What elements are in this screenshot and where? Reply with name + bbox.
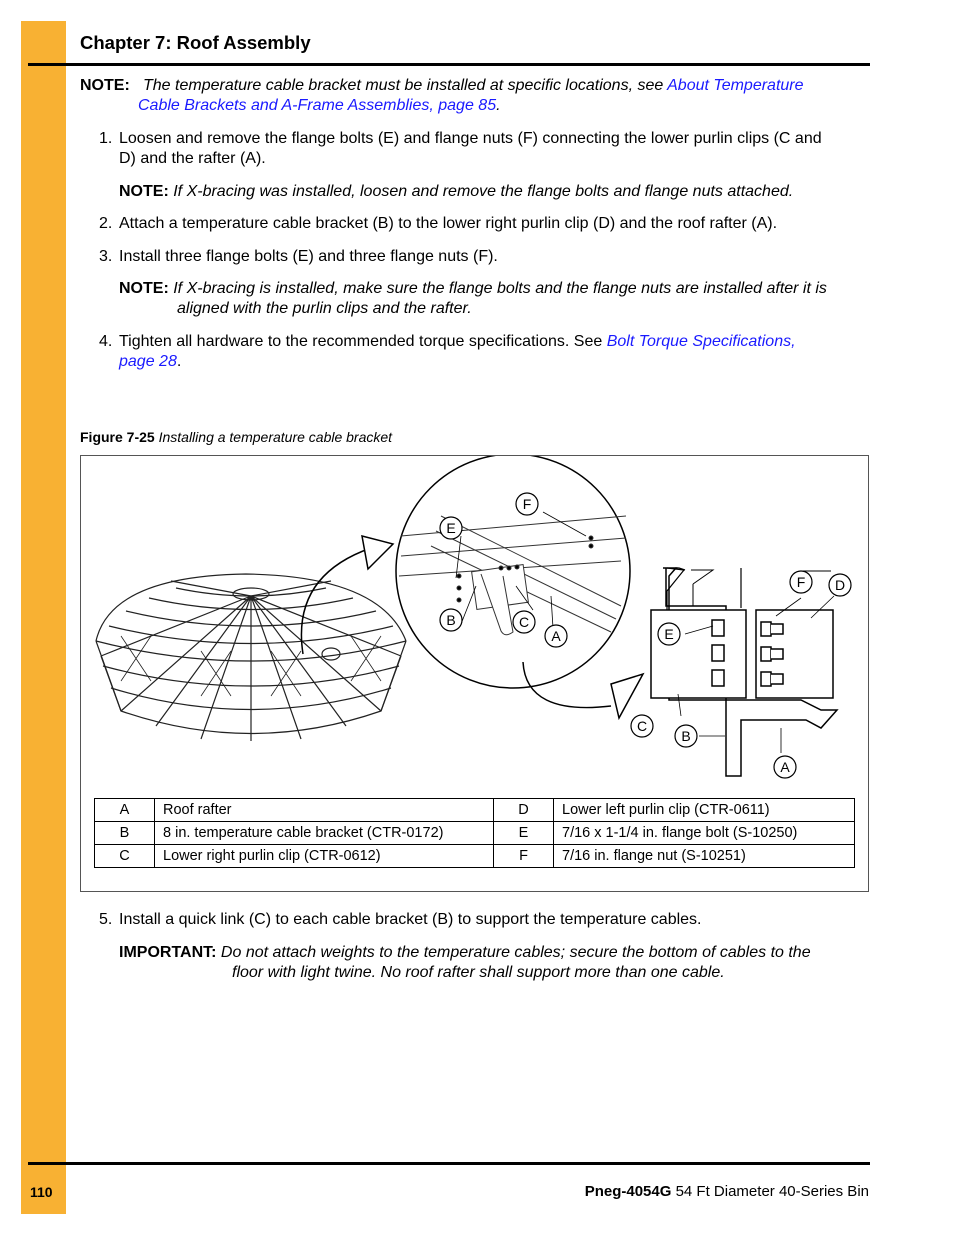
callout-side-b: B [681, 728, 691, 744]
important-line-1: Do not attach weights to the temperature cables; secure the bottom of cables to the [220, 944, 811, 961]
note-1-link-a[interactable]: About Temperature [667, 77, 804, 94]
step-3-number: 3. [99, 248, 113, 265]
step-2-text: Attach a temperature cable bracket (B) to the lower right purlin clip (D) and the roof rafter (A). [119, 215, 778, 232]
step-4-line-1 [119, 332, 796, 352]
important-note [119, 943, 811, 963]
step-1-note-label: NOTE: [119, 183, 169, 200]
doc-id: Pneg-4054G [584, 1183, 672, 1200]
step-4-end: . [176, 353, 182, 370]
note-label: NOTE: [80, 77, 130, 94]
important-label: IMPORTANT: [119, 944, 217, 961]
legend-key: F [494, 845, 554, 868]
legend-key: D [494, 799, 554, 822]
callout-detail-f: F [522, 496, 532, 512]
callout-side-a: A [780, 759, 790, 775]
important-line-2: floor with light twine. No roof rafter shall support more than one cable. [232, 964, 725, 981]
legend-key: C [95, 845, 155, 868]
note-1-line-1 [143, 76, 804, 96]
step-3-note-label: NOTE: [119, 280, 169, 297]
legend-value: 7/16 x 1-1/4 in. flange bolt (S-10250) [554, 822, 855, 845]
callout-detail-a: A [551, 628, 561, 644]
page-number: 110 [30, 1184, 53, 1200]
legend-key: E [494, 822, 554, 845]
step-4-line-2 [119, 352, 181, 372]
step-3-note [119, 279, 827, 299]
callout-detail-b: B [446, 612, 456, 628]
step-1-note [119, 182, 793, 202]
callout-side-f: F [796, 574, 806, 590]
callout-side-c: C [636, 718, 648, 734]
legend-value: Roof rafter [155, 799, 494, 822]
legend-key: A [95, 799, 155, 822]
step-4-text: Tighten all hardware to the recommended torque specifications. See [119, 333, 603, 350]
footer-rule [28, 1162, 870, 1165]
footer-doc [585, 1183, 869, 1200]
step-1-note-text: If X-bracing was installed, loosen and remove the flange bolts and flange nuts attached. [173, 183, 794, 200]
step-2-number: 2. [99, 215, 113, 232]
step-4-number: 4. [99, 333, 113, 350]
step-5-number: 5. [99, 911, 113, 928]
step-3-text: Install three flange bolts (E) and three flange nuts (F). [119, 248, 498, 265]
chapter-side-bar [21, 21, 66, 1214]
arrow-1-head [362, 536, 393, 569]
step-5-text: Install a quick link (C) to each cable bracket (B) to support the temperature cables. [119, 911, 702, 928]
legend-value: Lower right purlin clip (CTR-0612) [155, 845, 494, 868]
figure-number: Figure 7-25 [80, 429, 155, 445]
step-3-note-line-1: If X-bracing is installed, make sure the flange bolts and the flange nuts are installed after it is [173, 280, 827, 297]
note-1-text: The temperature cable bracket must be installed at specific locations, see [143, 77, 664, 94]
detail-circle [396, 456, 630, 688]
parts-legend-table [94, 798, 855, 868]
step-4-link-a[interactable]: Bolt Torque Specifications, [606, 333, 796, 350]
arrow-2-head [611, 674, 643, 718]
table-row [95, 845, 855, 868]
chapter-title: Chapter 7: Roof Assembly [80, 32, 311, 53]
note-1-end: . [496, 97, 501, 114]
figure-caption [80, 429, 392, 445]
legend-key: B [95, 822, 155, 845]
callout-detail-c: C [518, 614, 530, 630]
note-1 [80, 76, 130, 96]
figure-title: Installing a temperature cable bracket [158, 429, 393, 445]
callout-detail-e: E [446, 520, 456, 536]
legend-value: 8 in. temperature cable bracket (CTR-0172) [155, 822, 494, 845]
callout-side-e: E [664, 626, 674, 642]
step-1-line-2: D) and the rafter (A). [119, 150, 266, 167]
figure-illustration [81, 456, 868, 796]
header-rule [28, 63, 870, 66]
step-4-link-b[interactable]: page 28 [119, 353, 177, 370]
table-row [95, 799, 855, 822]
legend-value: 7/16 in. flange nut (S-10251) [554, 845, 855, 868]
legend-value: Lower left purlin clip (CTR-0611) [554, 799, 855, 822]
dome-drawing [96, 574, 406, 741]
note-1-link-b[interactable]: Cable Brackets and A-Frame Assemblies, page 85 [138, 97, 497, 114]
step-3-note-line-2: aligned with the purlin clips and the rafter. [177, 300, 472, 317]
step-1-line-1: Loosen and remove the flange bolts (E) and flange nuts (F) connecting the lower purlin clips (C and [119, 130, 822, 147]
callout-side-d: D [834, 577, 846, 593]
step-1-number: 1. [99, 130, 113, 147]
doc-title: 54 Ft Diameter 40-Series Bin [675, 1183, 869, 1200]
note-1-line-2 [138, 96, 501, 116]
table-row [95, 822, 855, 845]
